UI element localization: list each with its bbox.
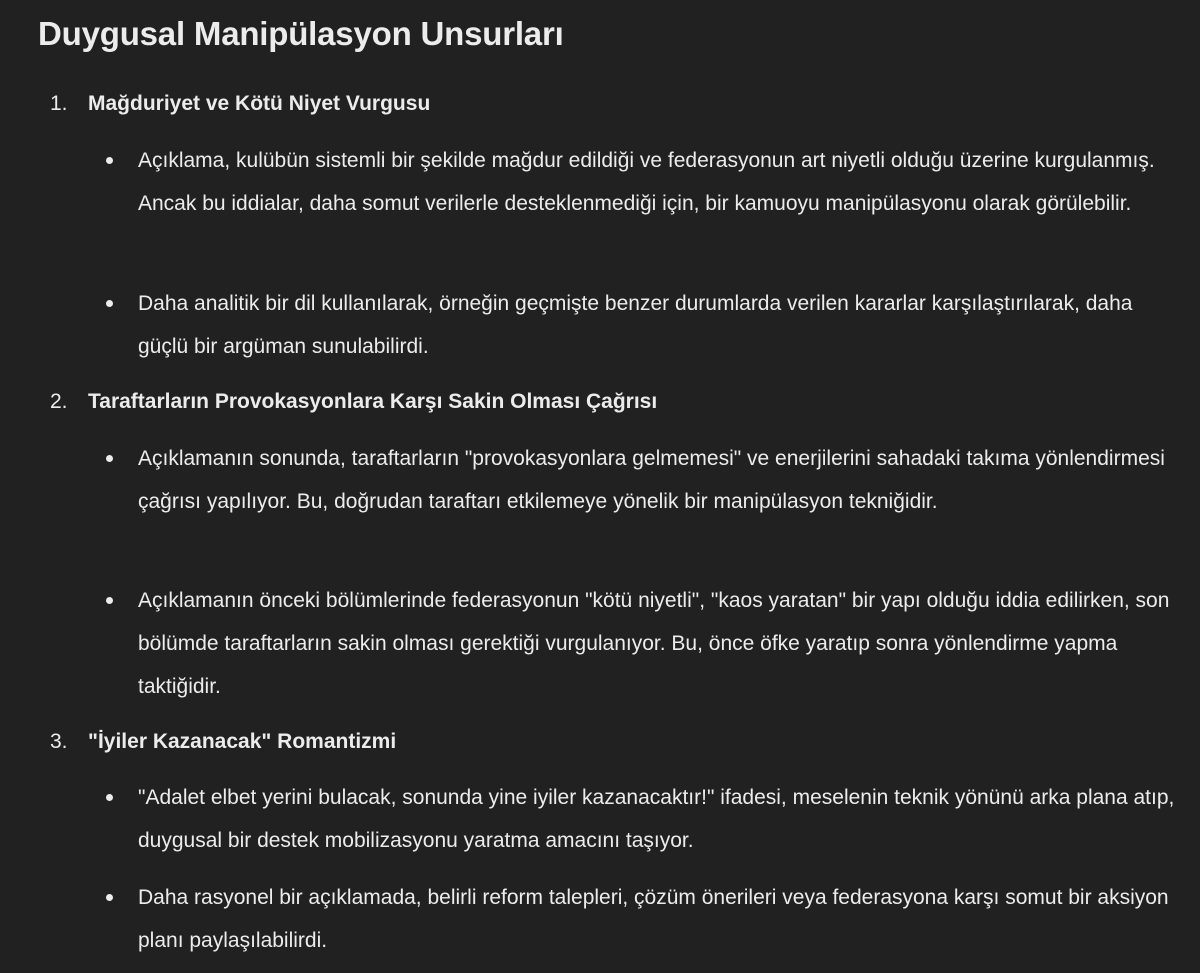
section-title: Mağduriyet ve Kötü Niyet Vurgusu [88, 92, 431, 115]
section-title: "İyiler Kazanacak" Romantizmi [88, 730, 397, 753]
section-heading-2 [50, 388, 657, 416]
bullet-dot-icon [106, 300, 113, 307]
list-item-text: Daha rasyonel bir açıklamada, belirli reform talepleri, çözüm önerileri veya federasyona karşı somut bir aksiyon planı paylaşılabilirdi. [138, 886, 1169, 952]
section-number: 3. [50, 730, 68, 753]
section-heading-1 [50, 90, 430, 118]
page-title: Duygusal Manipülasyon Unsurları [38, 15, 564, 52]
bullet-dot-icon [106, 455, 113, 462]
section-title: Taraftarların Provokasyonlara Karşı Sakin Olması Çağrısı [88, 390, 658, 413]
section-number: 2. [50, 390, 68, 413]
section-heading-3 [50, 728, 396, 756]
list-item-text: Daha analitik bir dil kullanılarak, örneğin geçmişte benzer durumlarda verilen kararlar karşılaştırılarak, daha güçlü bir argüman sunulabilirdi. [138, 292, 1133, 358]
bullet-dot-icon [106, 894, 113, 901]
bullet-dot-icon [106, 157, 113, 164]
list-item-text: "Adalet elbet yerini bulacak, sonunda yine iyiler kazanacaktır!" ifadesi, meselenin teknik yönünü arka plana atıp, duygusal bir destek mobilizasyonu yaratma amacını taşıyor. [138, 786, 1175, 852]
bullet-dot-icon [106, 794, 113, 801]
list-item-text: Açıklamanın sonunda, taraftarların "provokasyonlara gelmemesi" ve enerjilerini sahadaki takıma yönlendirmesi çağrısı yapılıyor. Bu, doğrudan taraftarı etkilemeye yönelik bir manipülasyon tekniğidir. [138, 447, 1165, 513]
bullet-dot-icon [106, 597, 113, 604]
list-item-text: Açıklamanın önceki bölümlerinde federasyonun "kötü niyetli", "kaos yaratan" bir yapı olduğu iddia edilirken, son bölümde taraftarların sakin olması gerektiği vurgulanıyor. Bu, önce öfke yaratıp sonra yönlendirme yapma taktiğidir. [138, 589, 1170, 698]
section-number: 1. [50, 92, 68, 115]
list-item-text: Açıklama, kulübün sistemli bir şekilde mağdur edildiği ve federasyonun art niyetli olduğu üzerine kurgulanmış. Ancak bu iddialar, daha somut verilerle desteklenmediği için, bir kamuoyu manipülasyonu olarak görülebilir. [138, 149, 1155, 215]
